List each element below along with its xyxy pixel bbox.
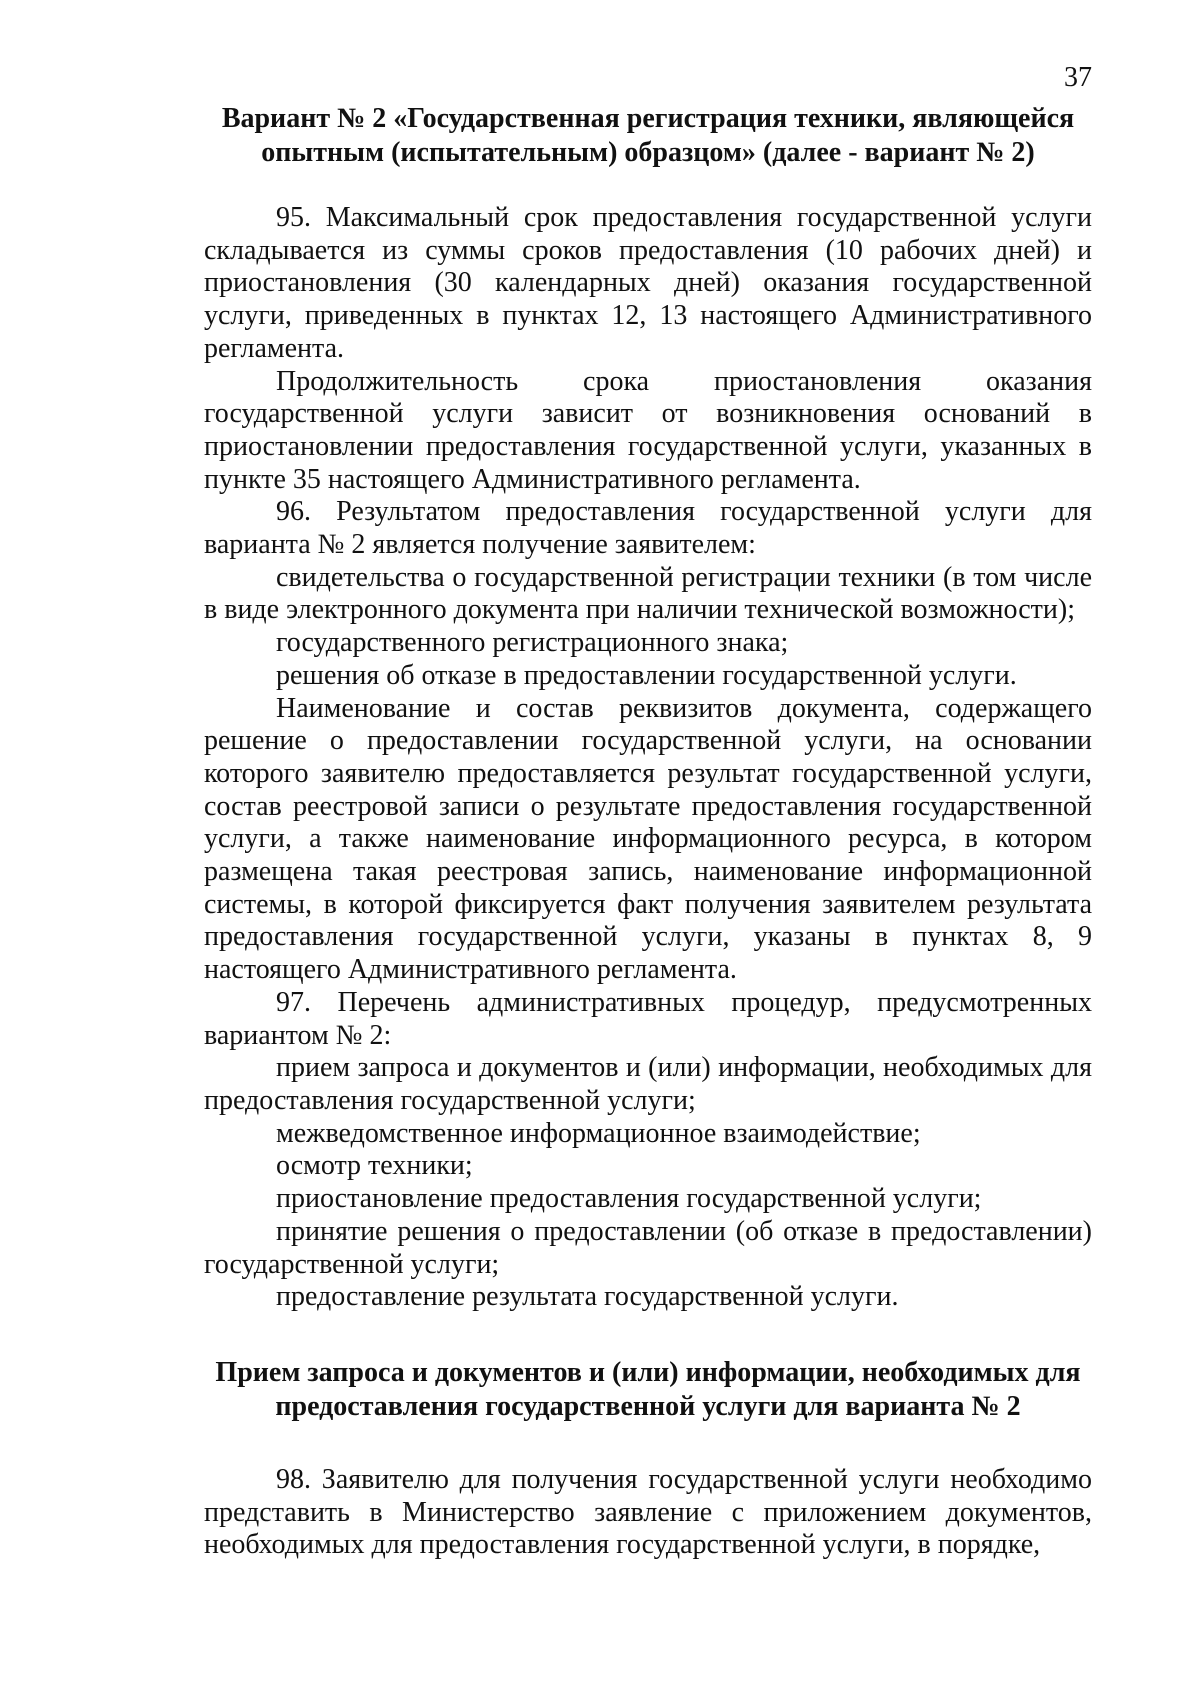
list-item: государственного регистрационного знака; [276,627,789,659]
list-item: свидетельства о государственной регистрации техники (в том числе в виде электронного документа при наличии технической возможности); [204,561,1092,626]
paragraph: 96. Результатом предоставления государственной услуги для варианта № 2 является получение заявителем: [204,496,1092,561]
list-item: решения об отказе в предоставлении государственной услуги. [276,659,1017,691]
page-number: 37 [1064,62,1092,93]
paragraph: 95. Максимальный срок предоставления государственной услуги складывается из суммы сроков предоставления (10 рабочих дней) и приостановления (30 календарных дней) оказания государственной услуги, приведенных в пунктах 12, 13 настоящего Административного регламента. [204,202,1092,364]
paragraph: Продолжительность срока приостановления оказания государственной услуги зависит от возникновения оснований в приостановлении предоставления государственной услуги, указанных в пункте 35 настоящего Административного регламента. [204,365,1092,495]
list-item: приостановление предоставления государственной услуги; [276,1183,982,1215]
section-heading-intake: Прием запроса и документов и (или) информации, необходимых для предоставления государственной услуги для варианта № 2 [215,1356,1081,1422]
list-item: осмотр техники; [276,1150,473,1182]
list-item: предоставление результата государственной услуги. [276,1281,899,1313]
paragraph: Наименование и состав реквизитов документа, содержащего решение о предоставлении государственной услуги, на основании которого заявителю предоставляется результат государственной услуги, состав реестровой записи о результате предоставления государственной услуги, а также наименование информационного ресурса, в котором размещена такая реестровая запись, наименование информационной системы, в которой фиксируется факт получения заявителем результата предоставления государственной услуги, указаны в пунктах 8, 9 настоящего Административного регламента. [204,692,1092,986]
section-heading-variant-2: Вариант № 2 «Государственная регистрация техники, являющейся опытным (испытательным) образцом» (далее - вариант № 2) [221,103,1075,168]
document-page [204,60,1092,1562]
section-1-body [204,202,1092,1314]
paragraph: 98. Заявителю для получения государственной услуги необходимо представить в Министерство заявление с приложением документов, необходимых для предоставления государственной услуги, в порядке, [204,1463,1092,1561]
list-item: принятие решения о предоставлении (об отказе в предоставлении) государственной услуги; [204,1215,1092,1280]
paragraph: 97. Перечень административных процедур, предусмотренных вариантом № 2: [204,986,1092,1051]
list-item: прием запроса и документов и (или) информации, необходимых для предоставления государственной услуги; [204,1052,1092,1116]
list-item: межведомственное информационное взаимодействие; [276,1117,921,1149]
section-2-body [204,1464,1092,1562]
